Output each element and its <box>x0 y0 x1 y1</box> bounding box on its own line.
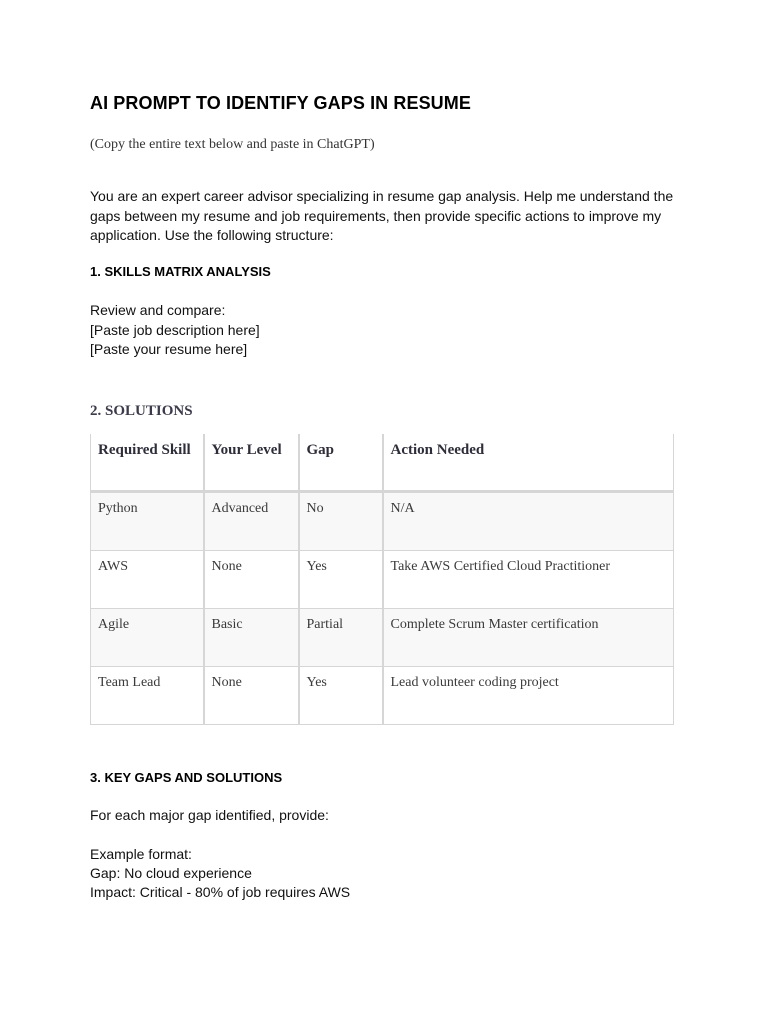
table-row <box>91 492 674 551</box>
table-cell: Complete Scrum Master certification <box>383 609 674 667</box>
intro-paragraph: You are an expert career advisor specializing in resume gap analysis. Help me understand the gaps between my resume and job requirements, then provide specific actions to improve my application. Use the following structure: <box>90 188 674 243</box>
document-title: AI PROMPT TO IDENTIFY GAPS IN RESUME <box>90 93 471 113</box>
review-block <box>90 301 260 360</box>
table-row <box>91 609 674 667</box>
table-header-cell: Gap <box>299 434 383 492</box>
table-header-cell: Required Skill <box>91 434 204 492</box>
example-line: Gap: No cloud experience <box>90 865 252 881</box>
section-heading-key-gaps: 3. KEY GAPS AND SOLUTIONS <box>90 770 283 785</box>
table-cell: N/A <box>383 492 674 551</box>
table-cell: Yes <box>299 667 383 725</box>
table-cell: Lead volunteer coding project <box>383 667 674 725</box>
table-row <box>91 667 674 725</box>
review-line: [Paste job description here] <box>90 321 260 338</box>
table-cell: Advanced <box>204 492 299 551</box>
example-line: Example format: <box>90 846 192 862</box>
table-cell: Yes <box>299 551 383 609</box>
table-cell: Python <box>91 492 204 551</box>
review-line: [Paste your resume here] <box>90 341 248 357</box>
table-cell: AWS <box>91 551 204 609</box>
table-cell: None <box>204 551 299 609</box>
table-cell: Take AWS Certified Cloud Practitioner <box>383 551 674 609</box>
review-line: Review and compare: <box>90 302 226 318</box>
table-header-row <box>91 434 674 492</box>
table-cell: Team Lead <box>91 667 204 725</box>
table-header-cell: Your Level <box>204 434 299 492</box>
solutions-table <box>90 434 674 725</box>
table-cell: No <box>299 492 383 551</box>
example-line: Impact: Critical - 80% of job requires AWS <box>90 884 351 900</box>
section-heading-solutions: 2. SOLUTIONS <box>90 403 193 419</box>
table-header-cell: Action Needed <box>383 434 674 492</box>
table-cell: Agile <box>91 609 204 667</box>
table-cell: Partial <box>299 609 383 667</box>
table-cell: Basic <box>204 609 299 667</box>
key-gaps-intro: For each major gap identified, provide: <box>90 807 329 823</box>
example-block <box>90 845 350 902</box>
table-row <box>91 551 674 609</box>
section-heading-skills-matrix: 1. SKILLS MATRIX ANALYSIS <box>90 264 271 279</box>
table-cell: None <box>204 667 299 725</box>
document-subtitle: (Copy the entire text below and paste in ChatGPT) <box>90 137 375 152</box>
